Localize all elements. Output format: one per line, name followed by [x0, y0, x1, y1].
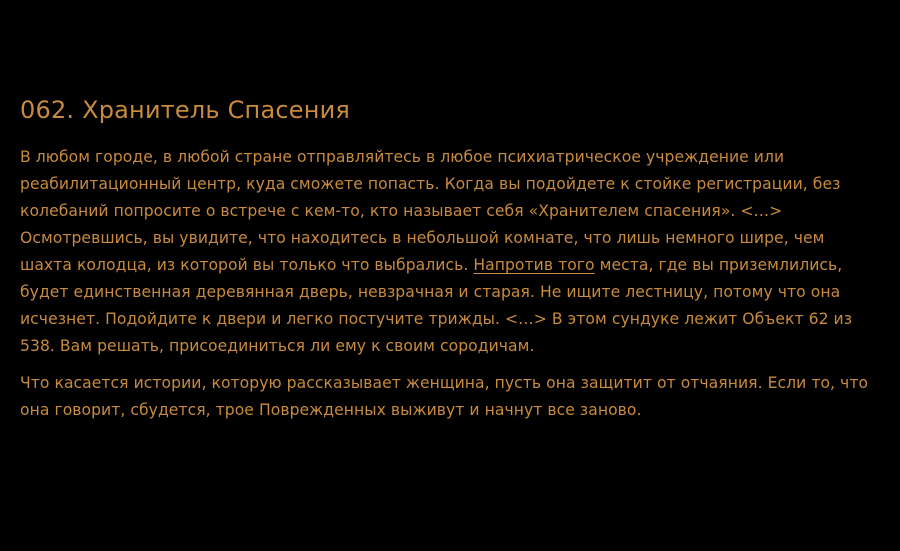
- page-title: 062. Хранитель Спасения: [20, 96, 351, 124]
- paragraph-1-line-7: исчезнет. Подойдите к двери и легко постучите трижды. <…> В этом сундуке лежит Объект 62 из: [20, 310, 853, 328]
- paragraph-1-line-4: Осмотревшись, вы увидите, что находитесь в небольшой комнате, что лишь немного шире, чем: [20, 229, 825, 247]
- paragraph-1-line-3: колебаний попросите о встрече с кем-то, кто называет себя «Хранителем спасения». <…>: [20, 202, 783, 220]
- paragraph-1: [20, 144, 892, 360]
- paragraph-2: [20, 370, 892, 424]
- paragraph-2-line-2: она говорит, сбудется, трое Поврежденных выживут и начнут все заново.: [20, 401, 642, 419]
- paragraph-1-line-6: будет единственная деревянная дверь, невзрачная и старая. Не ищите лестницу, потому что она: [20, 283, 841, 301]
- paragraph-1-line-8: 538. Вам решать, присоединиться ли ему к своим сородичам.: [20, 337, 535, 355]
- link-opposite[interactable]: Напротив того: [473, 256, 595, 274]
- paragraph-1-line-2: реабилитационный центр, куда сможете попасть. Когда вы подойдете к стойке регистрации, без: [20, 175, 841, 193]
- paragraph-1-line-1: В любом городе, в любой стране отправляйтесь в любое психиатрическое учреждение или: [20, 148, 785, 166]
- line-5-text-before: шахта колодца, из которой вы только что выбрались.: [20, 256, 474, 274]
- document-content: [20, 92, 892, 434]
- paragraph-2-line-1: Что касается истории, которую рассказывает женщина, пусть она защитит от отчаяния. Если то, что: [20, 374, 869, 392]
- line-5-text-after: места, где вы приземлились,: [594, 256, 843, 274]
- paragraph-1-line-5: [20, 252, 892, 279]
